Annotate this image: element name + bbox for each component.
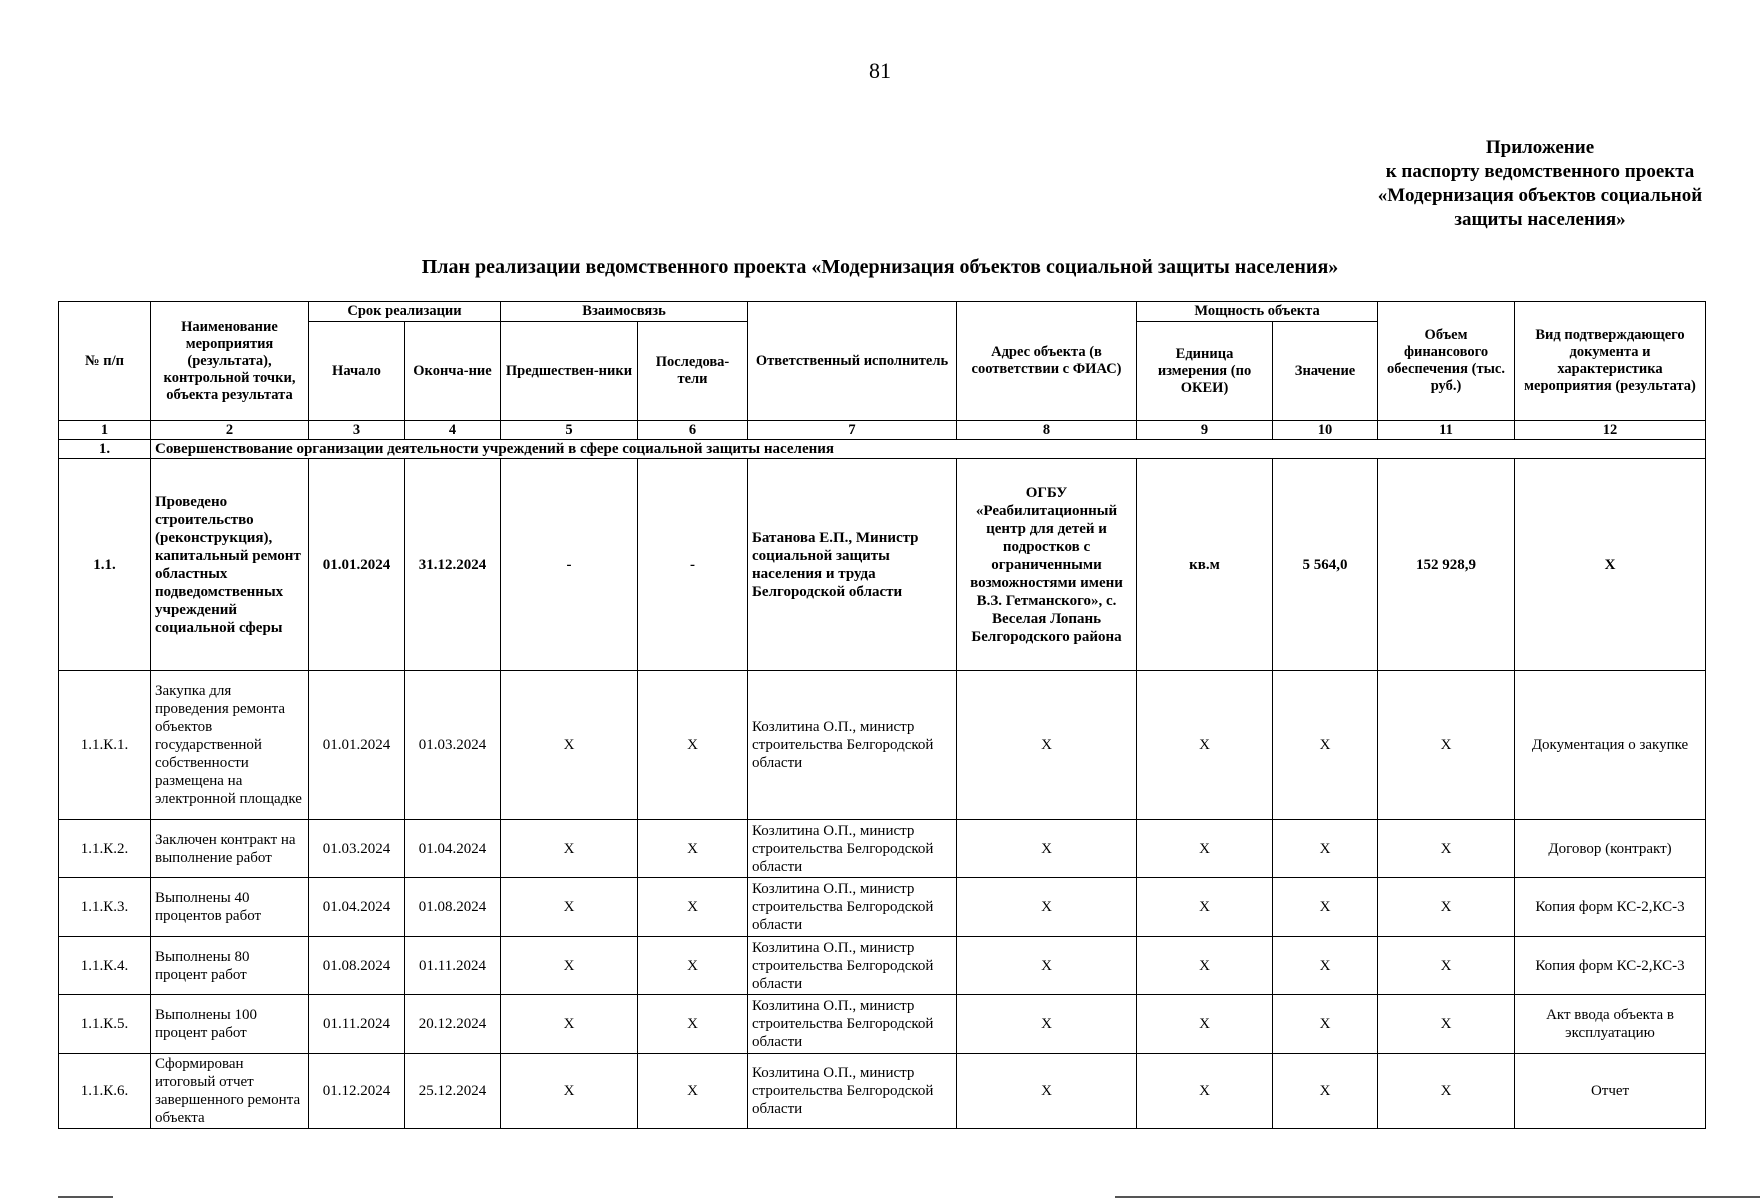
column-number: 4: [405, 421, 501, 440]
row-number: 1.1.К.2.: [59, 820, 151, 878]
column-number: 5: [501, 421, 638, 440]
row-start: 01.12.2024: [309, 1054, 405, 1129]
row-unit: кв.м: [1137, 459, 1273, 671]
row-document: Договор (контракт): [1515, 820, 1706, 878]
row-start: 01.04.2024: [309, 878, 405, 937]
row-executor: Батанова Е.П., Министр социальной защиты населения и труда Белгородской области: [748, 459, 957, 671]
row-finance: Х: [1378, 995, 1515, 1054]
row-name: Выполнены 100 процент работ: [151, 995, 309, 1054]
header-num: № п/п: [59, 302, 151, 421]
row-document: Копия форм КС-2,КС-3: [1515, 937, 1706, 995]
row-value: 5 564,0: [1273, 459, 1378, 671]
row-address: ОГБУ «Реабилитационный центр для детей и подростков с ограниченными возможностями имени В.З. Гетманского», с. Веселая Лопань Белгородского района: [957, 459, 1137, 671]
appendix-note: [1330, 136, 1750, 232]
row-name: Выполнены 80 процент работ: [151, 937, 309, 995]
row-document: Акт ввода объекта в эксплуатацию: [1515, 995, 1706, 1054]
table-row: [59, 995, 1706, 1054]
row-document: Х: [1515, 459, 1706, 671]
row-end: 25.12.2024: [405, 1054, 501, 1129]
column-number: 8: [957, 421, 1137, 440]
appendix-line: к паспорту ведомственного проекта: [1385, 161, 1695, 182]
row-predecessors: Х: [501, 671, 638, 820]
row-unit: Х: [1137, 671, 1273, 820]
header-relation: Взаимосвязь: [501, 302, 748, 322]
row-name: Сформирован итоговый отчет завершенного ремонта объекта: [151, 1054, 309, 1129]
section-number: 1.: [59, 440, 151, 459]
row-start: 01.11.2024: [309, 995, 405, 1054]
appendix-line: Приложение: [1485, 137, 1595, 158]
row-end: 01.11.2024: [405, 937, 501, 995]
row-number: 1.1.К.5.: [59, 995, 151, 1054]
header-capacity: Мощность объекта: [1137, 302, 1378, 322]
row-number: 1.1.К.6.: [59, 1054, 151, 1129]
section-title: Совершенствование организации деятельности учреждений в сфере социальной защиты населения: [151, 440, 1706, 459]
header-document: Вид подтверждающего документа и характеристика мероприятия (результата): [1515, 302, 1706, 421]
row-end: 01.08.2024: [405, 878, 501, 937]
row-end: 20.12.2024: [405, 995, 501, 1054]
row-value: Х: [1273, 878, 1378, 937]
row-document: Отчет: [1515, 1054, 1706, 1129]
row-document: Документация о закупке: [1515, 671, 1706, 820]
table-row: [59, 937, 1706, 995]
row-finance: Х: [1378, 820, 1515, 878]
row-predecessors: Х: [501, 878, 638, 937]
row-finance: Х: [1378, 937, 1515, 995]
row-name: Заключен контракт на выполнение работ: [151, 820, 309, 878]
row-document: Копия форм КС-2,КС-3: [1515, 878, 1706, 937]
row-predecessors: -: [501, 459, 638, 671]
row-start: 01.01.2024: [309, 671, 405, 820]
table-row: [59, 671, 1706, 820]
table-row: [59, 459, 1706, 671]
table-row: [59, 820, 1706, 878]
row-successors: Х: [638, 937, 748, 995]
column-number: 9: [1137, 421, 1273, 440]
row-finance: 152 928,9: [1378, 459, 1515, 671]
header-period: Срок реализации: [309, 302, 501, 322]
column-number: 12: [1515, 421, 1706, 440]
row-name: Выполнены 40 процентов работ: [151, 878, 309, 937]
row-end: 31.12.2024: [405, 459, 501, 671]
header-unit: Единица измерения (по ОКЕИ): [1137, 322, 1273, 421]
column-number: 7: [748, 421, 957, 440]
header-successors: Последова-тели: [638, 322, 748, 421]
column-number: 11: [1378, 421, 1515, 440]
header-predecessors: Предшествен-ники: [501, 322, 638, 421]
row-executor: Козлитина О.П., министр строительства Белгородской области: [748, 878, 957, 937]
row-address: Х: [957, 937, 1137, 995]
header-start: Начало: [309, 322, 405, 421]
column-numbers-row: [59, 421, 1706, 440]
row-successors: Х: [638, 671, 748, 820]
row-name: Закупка для проведения ремонта объектов государственной собственности размещена на электронной площадке: [151, 671, 309, 820]
row-unit: Х: [1137, 1054, 1273, 1129]
footer-rule: [58, 1196, 113, 1198]
row-predecessors: Х: [501, 1054, 638, 1129]
row-successors: Х: [638, 1054, 748, 1129]
row-number: 1.1.К.1.: [59, 671, 151, 820]
row-address: Х: [957, 878, 1137, 937]
row-successors: Х: [638, 878, 748, 937]
row-executor: Козлитина О.П., министр строительства Белгородской области: [748, 820, 957, 878]
row-start: 01.01.2024: [309, 459, 405, 671]
row-predecessors: Х: [501, 820, 638, 878]
table-row: [59, 1054, 1706, 1129]
row-unit: Х: [1137, 820, 1273, 878]
section-row: [59, 440, 1706, 459]
row-address: Х: [957, 995, 1137, 1054]
row-value: Х: [1273, 995, 1378, 1054]
header-finance: Объем финансового обеспечения (тыс. руб.): [1378, 302, 1515, 421]
row-executor: Козлитина О.П., министр строительства Белгородской области: [748, 937, 957, 995]
row-value: Х: [1273, 820, 1378, 878]
document-title: План реализации ведомственного проекта «Модернизация объектов социальной защиты населения»: [421, 256, 1339, 278]
row-executor: Козлитина О.П., министр строительства Белгородской области: [748, 671, 957, 820]
row-number: 1.1.К.3.: [59, 878, 151, 937]
row-successors: -: [638, 459, 748, 671]
header-name: Наименование мероприятия (результата), контрольной точки, объекта результата: [151, 302, 309, 421]
row-name: Проведено строительство (реконструкция), капитальный ремонт областных подведомственных учреждений социальной сферы: [151, 459, 309, 671]
row-address: Х: [957, 820, 1137, 878]
column-number: 2: [151, 421, 309, 440]
row-start: 01.08.2024: [309, 937, 405, 995]
row-executor: Козлитина О.П., министр строительства Белгородской области: [748, 1054, 957, 1129]
table-row: [59, 878, 1706, 937]
row-number: 1.1.К.4.: [59, 937, 151, 995]
row-address: Х: [957, 1054, 1137, 1129]
row-unit: Х: [1137, 937, 1273, 995]
row-successors: Х: [638, 820, 748, 878]
column-number: 3: [309, 421, 405, 440]
row-finance: Х: [1378, 1054, 1515, 1129]
row-end: 01.03.2024: [405, 671, 501, 820]
header-address: Адрес объекта (в соответствии с ФИАС): [957, 302, 1137, 421]
column-number: 6: [638, 421, 748, 440]
row-unit: Х: [1137, 878, 1273, 937]
row-value: Х: [1273, 671, 1378, 820]
column-number: 10: [1273, 421, 1378, 440]
row-end: 01.04.2024: [405, 820, 501, 878]
appendix-line: «Модернизация объектов социальной: [1377, 185, 1703, 206]
footer-rule: [1115, 1196, 1760, 1198]
row-number: 1.1.: [59, 459, 151, 671]
header-end: Оконча-ние: [405, 322, 501, 421]
row-predecessors: Х: [501, 937, 638, 995]
row-value: Х: [1273, 1054, 1378, 1129]
page-number: 81: [869, 58, 891, 83]
header-value: Значение: [1273, 322, 1378, 421]
row-finance: Х: [1378, 671, 1515, 820]
row-address: Х: [957, 671, 1137, 820]
row-value: Х: [1273, 937, 1378, 995]
row-finance: Х: [1378, 878, 1515, 937]
row-predecessors: Х: [501, 995, 638, 1054]
row-start: 01.03.2024: [309, 820, 405, 878]
row-executor: Козлитина О.П., министр строительства Белгородской области: [748, 995, 957, 1054]
appendix-line: защиты населения»: [1454, 209, 1626, 230]
row-successors: Х: [638, 995, 748, 1054]
column-number: 1: [59, 421, 151, 440]
header-executor: Ответственный исполнитель: [748, 302, 957, 421]
row-unit: Х: [1137, 995, 1273, 1054]
plan-table: [58, 301, 1706, 1129]
